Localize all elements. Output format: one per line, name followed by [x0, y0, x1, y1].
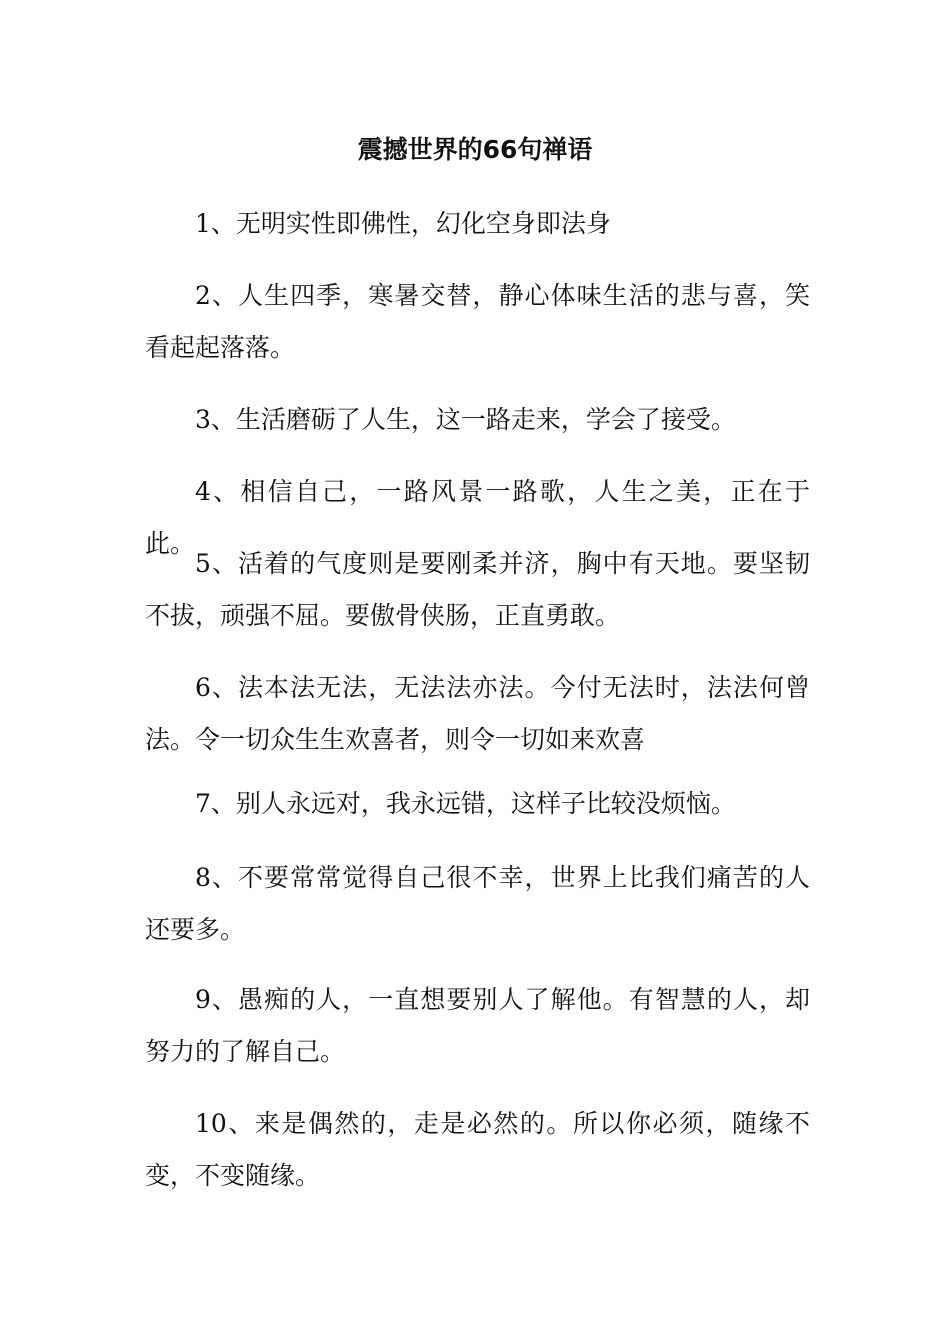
paragraph-2: 2、人生四季，寒暑交替，静心体味生活的悲与喜，笑看起起落落。	[145, 281, 810, 362]
paragraph-1: 1、无明实性即佛性，幻化空身即法身	[195, 209, 611, 238]
paragraph-9: 9、愚痴的人，一直想要别人了解他。有智慧的人，却努力的了解自己。	[145, 985, 810, 1066]
paragraph-8: 8、不要常常觉得自己很不幸，世界上比我们痛苦的人还要多。	[145, 863, 810, 944]
document-title: 震撼世界的66句禅语	[357, 135, 593, 164]
paragraph-4: 4、相信自己，一路风景一路歌，人生之美，正在于此。	[145, 477, 810, 558]
paragraph-3: 3、生活磨砺了人生，这一路走来，学会了接受。	[195, 405, 736, 434]
paragraph-10: 10、来是偶然的，走是必然的。所以你必须，随缘不变，不变随缘。	[145, 1109, 810, 1190]
paragraph-5: 5、活着的气度则是要刚柔并济，胸中有天地。要坚韧不拔，顽强不屈。要傲骨侠肠，正直勇敢。	[145, 549, 810, 630]
paragraph-6: 6、法本法无法，无法法亦法。今付无法时，法法何曾法。令一切众生生欢喜者，则令一切如来欢喜	[145, 673, 810, 754]
paragraph-7: 7、别人永远对，我永远错，这样子比较没烦恼。	[195, 789, 736, 818]
